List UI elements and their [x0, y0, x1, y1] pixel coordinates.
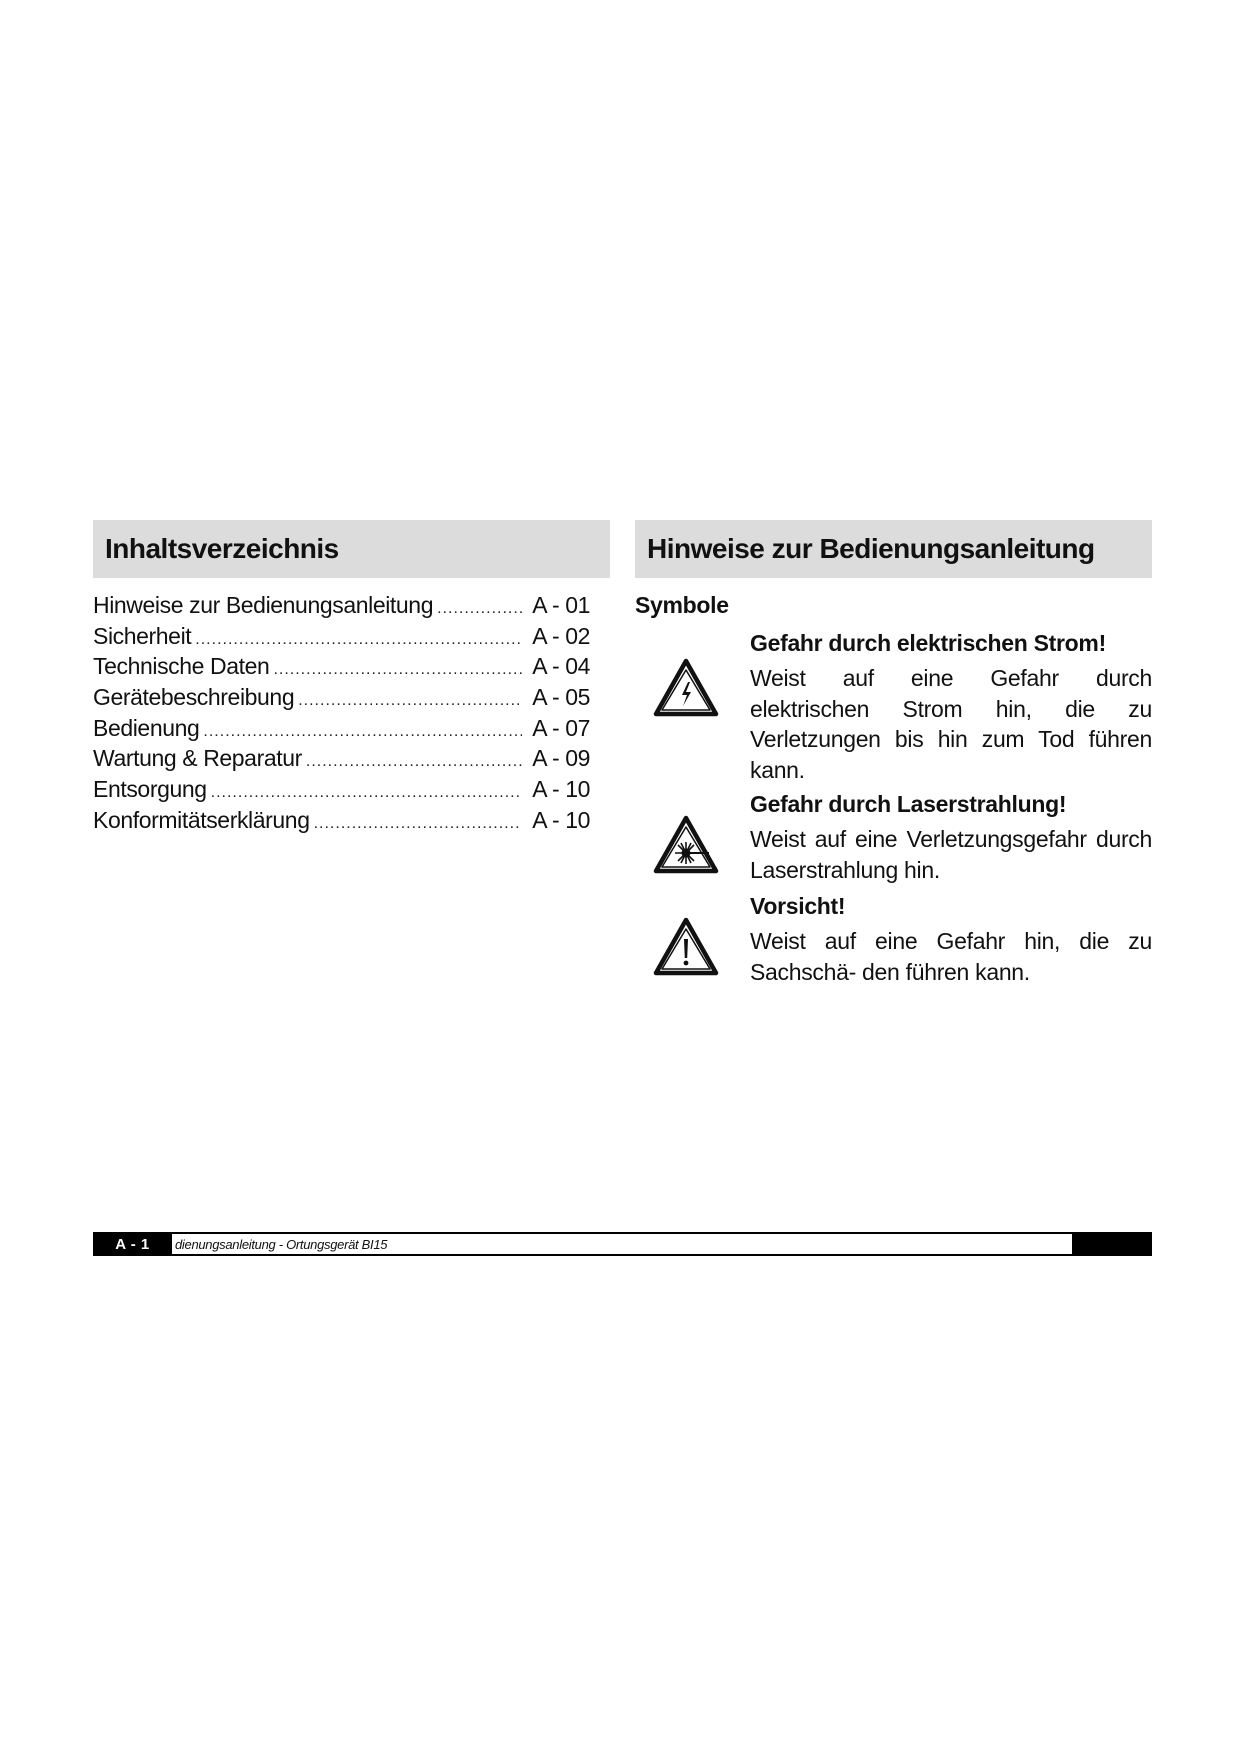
toc-leader-dots: [437, 600, 522, 618]
footer-document-title: dienungsanleitung - Ortungsgerät BI15: [172, 1234, 1072, 1254]
caution-icon: [653, 917, 719, 977]
toc-entry-page: A - 05: [532, 684, 590, 711]
toc-entry[interactable]: [93, 592, 590, 623]
toc-leader-dots: [314, 815, 522, 833]
toc-entry-page: A - 10: [532, 776, 590, 803]
toc-entry-title: Entsorgung: [93, 776, 207, 803]
symbol-title: Gefahr durch Laserstrahlung!: [750, 791, 1067, 817]
symbol-description: Weist auf eine Verletzungsgefahr durch Laserstrahlung hin.: [750, 826, 1152, 883]
toc-entry[interactable]: [93, 776, 590, 807]
toc-leader-dots: [195, 631, 522, 649]
toc-heading: Inhaltsverzeichnis: [93, 520, 610, 578]
toc-entry-page: A - 10: [532, 806, 590, 833]
toc-list: [93, 592, 590, 838]
toc-entry[interactable]: [93, 807, 590, 838]
symbols-subheading: Symbole: [635, 592, 729, 618]
symbol-title: Vorsicht!: [750, 893, 846, 919]
toc-leader-dots: [211, 784, 522, 802]
toc-entry-page: A - 01: [532, 592, 590, 618]
toc-entry[interactable]: [93, 623, 590, 654]
page-footer: [93, 1232, 1152, 1256]
symbol-electric: [635, 626, 1152, 785]
footer-page-number: A - 1: [115, 1235, 150, 1253]
symbol-laser: [635, 787, 1152, 885]
toc-entry-page: A - 02: [532, 622, 590, 649]
toc-entry[interactable]: [93, 745, 590, 776]
notes-heading: Hinweise zur Bedienungsanleitung: [635, 520, 1152, 578]
symbol-description: Weist auf eine Gefahr durch elektrischen Strom hin, die zu Verletzungen bis hin zum Tod führen kann.: [750, 665, 1152, 783]
table-of-contents: [93, 520, 610, 838]
electric-hazard-icon: [653, 658, 719, 718]
toc-leader-dots: [273, 661, 522, 679]
manual-notes-section: [635, 520, 1152, 987]
toc-entry-title: Hinweise zur Bedienungsanleitung: [93, 592, 434, 618]
toc-entry-title: Gerätebeschreibung: [93, 684, 295, 711]
toc-entry-title: Sicherheit: [93, 622, 192, 649]
toc-entry-title: Konformitätserklärung: [93, 806, 310, 833]
toc-entry-page: A - 07: [532, 714, 590, 741]
laser-hazard-icon: [653, 815, 719, 875]
toc-leader-dots: [203, 723, 522, 741]
toc-entry-title: Technische Daten: [93, 653, 270, 680]
symbol-title: Gefahr durch elektrischen Strom!: [750, 630, 1106, 656]
toc-entry-title: Wartung & Reparatur: [93, 745, 302, 772]
toc-entry[interactable]: [93, 653, 590, 684]
toc-entry-title: Bedienung: [93, 714, 200, 741]
symbol-caution: [635, 889, 1152, 987]
toc-entry-page: A - 09: [532, 745, 590, 772]
toc-leader-dots: [298, 692, 522, 710]
toc-entry-page: A - 04: [532, 653, 590, 680]
toc-entry[interactable]: [93, 684, 590, 715]
toc-leader-dots: [306, 753, 522, 771]
toc-entry[interactable]: [93, 715, 590, 746]
symbol-description: Weist auf eine Gefahr hin, die zu Sachschä- den führen kann.: [750, 928, 1152, 985]
